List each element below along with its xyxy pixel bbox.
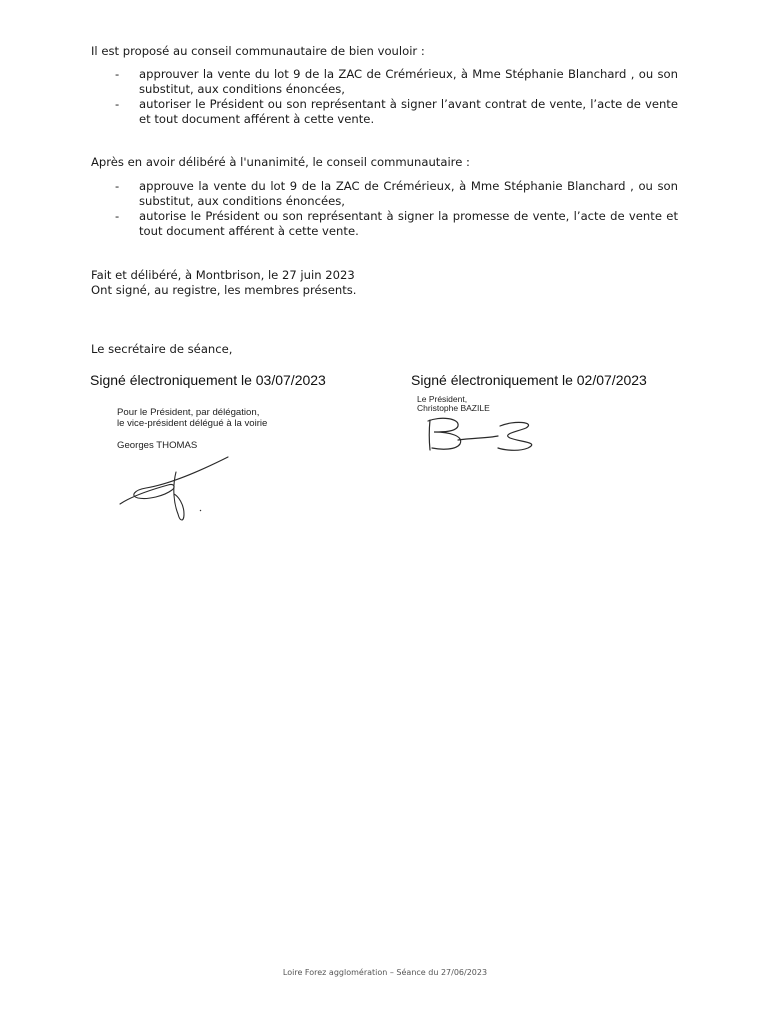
page-footer: Loire Forez agglomération – Séance du 27/06/2023 — [282, 968, 488, 977]
left-signatory-name: Georges THOMAS — [117, 440, 198, 451]
secretary-label: Le secrétaire de séance, — [91, 342, 233, 356]
right-handwritten-signature — [424, 412, 544, 454]
left-signatory-delegation: Pour le Président, par délégation, — [117, 407, 260, 418]
closing-place-date: Fait et délibéré, à Montbrison, le 27 juin 2023 — [91, 268, 355, 282]
list-item-dash: - — [115, 67, 120, 81]
right-electronic-signature-stamp: Signé électroniquement le 02/07/2023 — [411, 372, 647, 388]
decision-intro: Après en avoir délibéré à l'unanimité, le conseil communautaire : — [91, 155, 470, 169]
right-signatory-name: Christophe BAZILE — [417, 403, 490, 413]
decision-item-authorize: autorise le Président ou son représentant à signer la promesse de vente, l’acte de vente et tout document afférent à cette vente. — [139, 209, 678, 238]
left-signatory-role: le vice-président délégué à la voirie — [117, 418, 268, 429]
list-item-dash: - — [115, 209, 120, 223]
left-electronic-signature-stamp: Signé électroniquement le 03/07/2023 — [90, 372, 326, 388]
list-item-dash: - — [115, 97, 120, 111]
proposal-item-authorize: autoriser le Président ou son représentant à signer l’avant contrat de vente, l’acte de vente et tout document afférent à cette vente. — [139, 97, 678, 126]
list-item-dash: - — [115, 179, 120, 193]
decision-item-approve: approuve la vente du lot 9 de la ZAC de Crémérieux, à Mme Stéphanie Blanchard , ou son substitut, aux conditions énoncées, — [139, 179, 678, 208]
proposal-intro: Il est proposé au conseil communautaire de bien vouloir : — [91, 44, 425, 58]
right-signatory-title: Le Président, — [417, 394, 468, 404]
proposal-item-approve: approuver la vente du lot 9 de la ZAC de Crémérieux, à Mme Stéphanie Blanchard , ou son substitut, aux conditions énoncées, — [139, 67, 678, 96]
closing-signed-note: Ont signé, au registre, les membres présents. — [91, 283, 357, 297]
left-handwritten-signature — [118, 452, 238, 527]
